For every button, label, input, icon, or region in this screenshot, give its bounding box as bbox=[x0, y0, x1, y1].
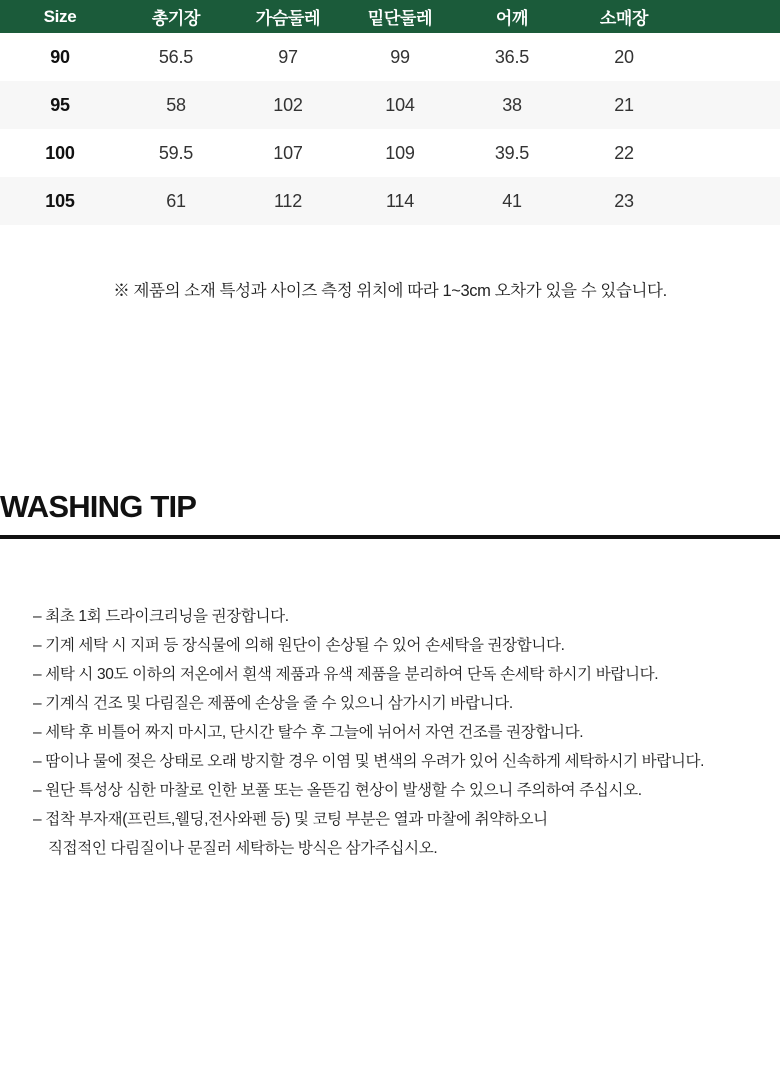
cell-shoulder: 41 bbox=[456, 177, 568, 225]
cell-chest: 112 bbox=[232, 177, 344, 225]
cell-chest: 107 bbox=[232, 129, 344, 177]
size-table-header bbox=[0, 0, 780, 33]
cell-length: 56.5 bbox=[120, 33, 232, 81]
size-table-header-size: Size bbox=[0, 0, 120, 33]
cell-hem: 109 bbox=[344, 129, 456, 177]
cell-size: 90 bbox=[0, 33, 120, 81]
cell-size: 95 bbox=[0, 81, 120, 129]
cell-shoulder: 36.5 bbox=[456, 33, 568, 81]
cell-spacer bbox=[680, 81, 780, 129]
cell-sleeve: 20 bbox=[568, 33, 680, 81]
size-table-header-sleeve: 소매장 bbox=[568, 0, 680, 33]
cell-spacer bbox=[680, 129, 780, 177]
washing-tip-list bbox=[0, 602, 780, 863]
list-item: – 접착 부자재(프린트,웰딩,전사와펜 등) 및 코팅 부분은 열과 마찰에 취약하오니 bbox=[33, 810, 548, 828]
washing-tip-title: WASHING TIP bbox=[0, 489, 197, 524]
cell-size: 105 bbox=[0, 177, 120, 225]
size-table-header-hem: 밑단둘레 bbox=[344, 0, 456, 33]
cell-hem: 99 bbox=[344, 33, 456, 81]
table-row bbox=[0, 177, 780, 225]
table-row bbox=[0, 81, 780, 129]
washing-tip-section-header bbox=[0, 491, 780, 539]
size-table-header-length: 총기장 bbox=[120, 0, 232, 33]
size-measurement-note: ※ 제품의 소재 특성과 사이즈 측정 위치에 따라 1~3cm 오차가 있을 수 있습니다. bbox=[113, 282, 667, 300]
cell-length: 58 bbox=[120, 81, 232, 129]
cell-spacer bbox=[680, 177, 780, 225]
section-divider bbox=[0, 535, 780, 539]
list-item: – 기계식 건조 및 다림질은 제품에 손상을 줄 수 있으니 삼가시기 바랍니다. bbox=[33, 694, 513, 712]
cell-sleeve: 21 bbox=[568, 81, 680, 129]
size-table-header-chest: 가슴둘레 bbox=[232, 0, 344, 33]
list-item: – 세탁 후 비틀어 짜지 마시고, 단시간 탈수 후 그늘에 뉘어서 자연 건조를 권장합니다. bbox=[33, 723, 584, 741]
size-table-header-spacer bbox=[680, 0, 780, 33]
list-item: – 원단 특성상 심한 마찰로 인한 보풀 또는 올뜯김 현상이 발생할 수 있으니 주의하여 주십시오. bbox=[33, 781, 642, 799]
table-row bbox=[0, 33, 780, 81]
list-item-continuation: 직접적인 다림질이나 문질러 세탁하는 방식은 삼가주십시오. bbox=[48, 839, 438, 857]
cell-shoulder: 38 bbox=[456, 81, 568, 129]
cell-sleeve: 23 bbox=[568, 177, 680, 225]
cell-chest: 97 bbox=[232, 33, 344, 81]
cell-length: 59.5 bbox=[120, 129, 232, 177]
size-table-header-shoulder: 어깨 bbox=[456, 0, 568, 33]
size-table-body bbox=[0, 33, 780, 225]
list-item: – 최초 1회 드라이크리닝을 권장합니다. bbox=[33, 607, 289, 625]
cell-sleeve: 22 bbox=[568, 129, 680, 177]
cell-hem: 104 bbox=[344, 81, 456, 129]
cell-spacer bbox=[680, 33, 780, 81]
cell-length: 61 bbox=[120, 177, 232, 225]
size-table bbox=[0, 0, 780, 225]
cell-chest: 102 bbox=[232, 81, 344, 129]
cell-size: 100 bbox=[0, 129, 120, 177]
cell-hem: 114 bbox=[344, 177, 456, 225]
table-row bbox=[0, 129, 780, 177]
list-item: – 땀이나 물에 젖은 상태로 오래 방지할 경우 이염 및 변색의 우려가 있어 신속하게 세탁하시기 바랍니다. bbox=[33, 752, 705, 770]
size-table-header-row bbox=[0, 0, 780, 33]
list-item: – 기계 세탁 시 지퍼 등 장식물에 의해 원단이 손상될 수 있어 손세탁을 권장합니다. bbox=[33, 636, 565, 654]
cell-shoulder: 39.5 bbox=[456, 129, 568, 177]
list-item: – 세탁 시 30도 이하의 저온에서 흰색 제품과 유색 제품을 분리하여 단독 손세탁 하시기 바랍니다. bbox=[33, 665, 659, 683]
